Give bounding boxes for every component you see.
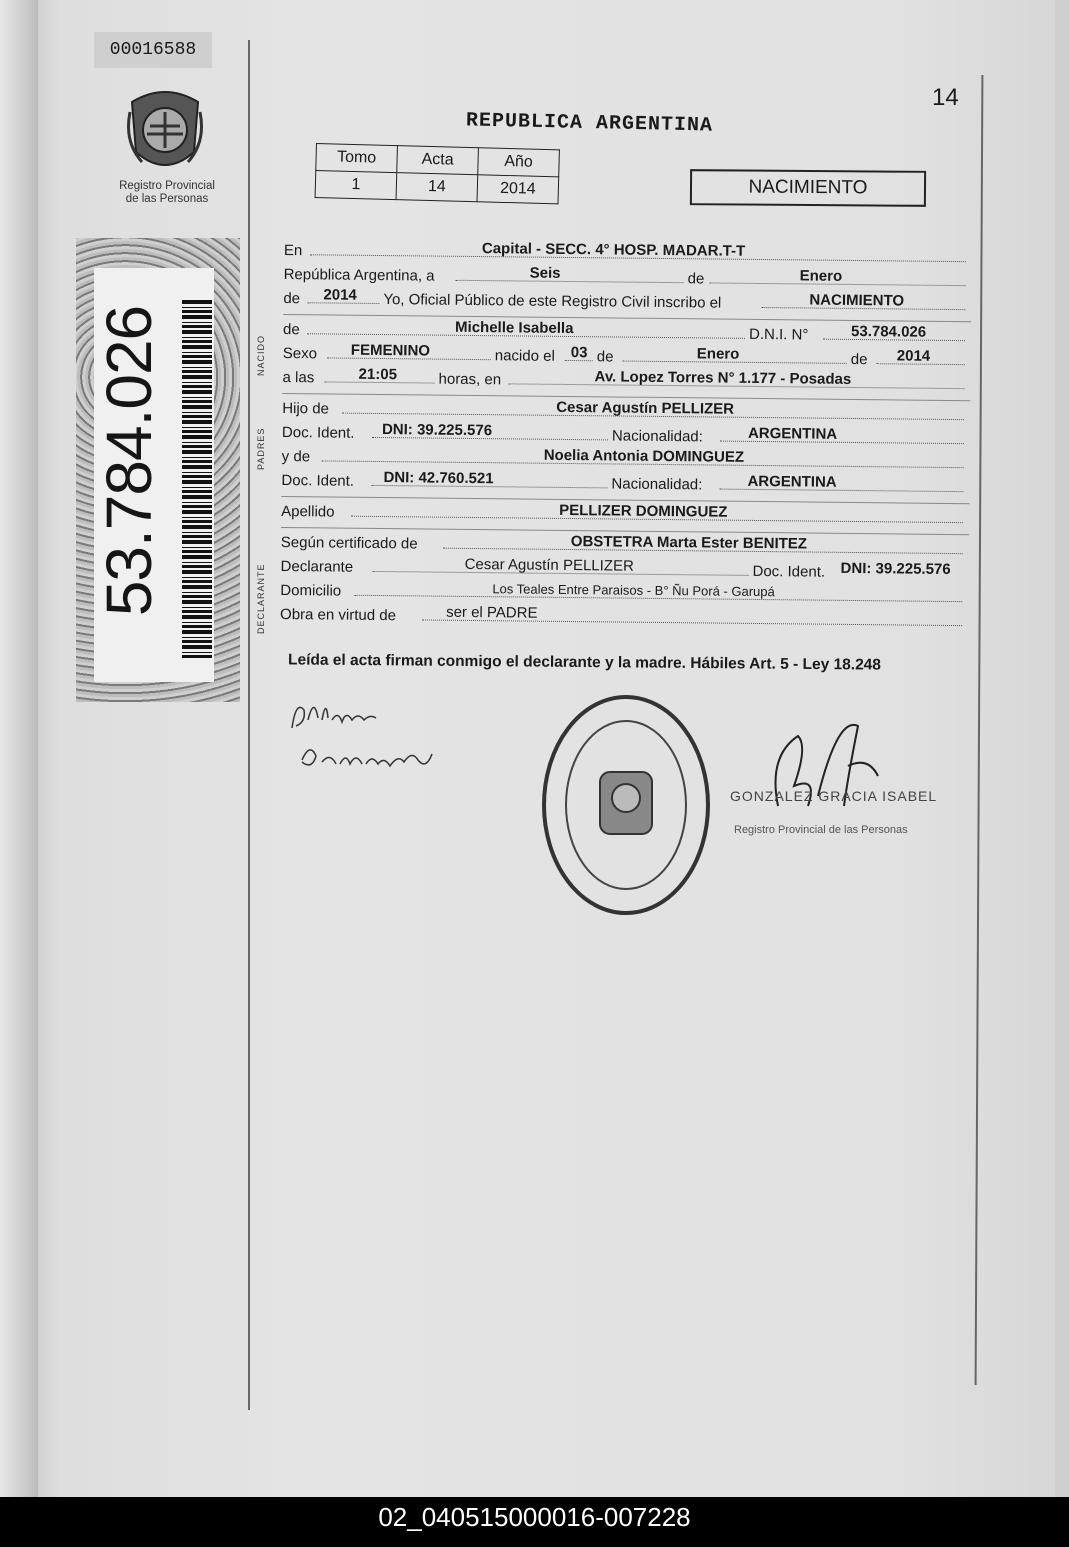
value-certificate: OBSTETRA Marta Ester BENITEZ bbox=[570, 533, 808, 553]
document-title: REPUBLICA ARGENTINA bbox=[465, 109, 714, 138]
label-de-5: de bbox=[850, 350, 868, 369]
control-number: 00016588 bbox=[94, 32, 212, 68]
scan-footer: 02_040515000016-007228 bbox=[0, 1497, 1069, 1547]
label-domicilio: Domicilio bbox=[280, 581, 342, 600]
label-apellido: Apellido bbox=[281, 502, 335, 521]
label-en: En bbox=[283, 241, 303, 260]
value-birth-month: Enero bbox=[696, 345, 740, 363]
label-oficial: Yo, Oficial Público de este Registro Civil inscribo el bbox=[383, 291, 722, 312]
label-dni: D.N.I. N° bbox=[748, 325, 809, 344]
value-year: 2014 bbox=[323, 286, 357, 304]
value-capacity: ser el PADRE bbox=[446, 603, 538, 622]
province-emblem-icon bbox=[122, 82, 208, 178]
value-month: Enero bbox=[799, 267, 843, 285]
value-father: Cesar Agustín PELLIZER bbox=[556, 398, 735, 418]
official-signature-block bbox=[728, 716, 948, 856]
label-nacionalidad: Nacionalidad: bbox=[611, 427, 703, 446]
signature-left bbox=[286, 690, 446, 780]
value-declarant-doc: DNI: 39.225.576 bbox=[840, 559, 951, 578]
margin-line-left bbox=[248, 40, 250, 1410]
label-de-2: de bbox=[283, 289, 301, 308]
record-body bbox=[280, 240, 972, 635]
official-department: Registro Provincial de las Personas bbox=[734, 824, 908, 836]
page-number: 14 bbox=[932, 84, 959, 111]
right-page-edge bbox=[1055, 0, 1069, 1497]
value-declarant: Cesar Agustín PELLIZER bbox=[464, 555, 634, 575]
label-de-4: de bbox=[596, 348, 614, 366]
value-mother-nationality: ARGENTINA bbox=[747, 472, 837, 491]
label-nacionalidad-2: Nacionalidad: bbox=[611, 475, 703, 494]
side-label-declarante: DECLARANTE bbox=[256, 563, 266, 634]
value-dni: 53.784.026 bbox=[850, 322, 927, 341]
label-doc: Doc. Ident. bbox=[281, 423, 355, 442]
left-page-edge bbox=[0, 0, 38, 1497]
value-sex: FEMENINO bbox=[350, 341, 431, 360]
margin-line-right bbox=[975, 75, 983, 1385]
sticker-number: 53.784.026 bbox=[93, 305, 165, 617]
value-address: Los Teales Entre Paraisos - B° Ñu Porá - Garupá bbox=[492, 581, 775, 600]
official-name: GONZALEZ GRACIA ISABEL bbox=[730, 788, 938, 804]
label-sexo: Sexo bbox=[282, 344, 318, 363]
label-declarante: Declarante bbox=[280, 557, 354, 576]
label-a-las: a las bbox=[282, 368, 315, 387]
value-anio: 2014 bbox=[477, 175, 559, 204]
value-father-nationality: ARGENTINA bbox=[747, 424, 838, 443]
label-nacido: nacido el bbox=[494, 347, 555, 365]
value-birth-place: Av. Lopez Torres N° 1.177 - Posadas bbox=[594, 368, 852, 388]
value-father-doc: DNI: 39.225.576 bbox=[381, 421, 493, 440]
header-acta: Acta bbox=[397, 146, 479, 175]
agency-line-2: de las Personas bbox=[125, 193, 209, 205]
label-doc-2: Doc. Ident. bbox=[281, 471, 355, 490]
label-hijo: Hijo de bbox=[282, 399, 330, 418]
label-de: de bbox=[687, 270, 705, 288]
act-type-box: NACIMIENTO bbox=[690, 169, 926, 207]
label-certificado: Según certificado de bbox=[280, 533, 418, 553]
closing-statement: Leída el acta firman conmigo el declarante y la madre. Hábiles Art. 5 - Ley 18.248 bbox=[287, 651, 882, 674]
label-de-3: de bbox=[282, 320, 300, 339]
value-hour: 21:05 bbox=[358, 365, 398, 384]
value-place: Capital - SECC. 4° HOSP. MADAR.T-T bbox=[481, 240, 746, 260]
side-label-nacido: NACIDO bbox=[256, 334, 266, 376]
agency-label bbox=[96, 180, 238, 206]
value-act-type: NACIMIENTO bbox=[809, 291, 905, 310]
label-doc-3: Doc. Ident. bbox=[752, 562, 826, 581]
label-obra: Obra en virtud de bbox=[279, 605, 397, 625]
value-birth-day: 03 bbox=[570, 344, 588, 362]
barcode bbox=[182, 298, 212, 658]
side-label-padres: PADRES bbox=[256, 427, 266, 470]
value-mother: Noelia Antonia DOMINGUEZ bbox=[543, 446, 745, 466]
label-horas: horas, en bbox=[438, 370, 502, 389]
agency-line-1: Registro Provincial bbox=[119, 180, 215, 192]
value-birth-year: 2014 bbox=[896, 347, 931, 365]
value-name: Michelle Isabella bbox=[455, 318, 574, 338]
value-acta: 14 bbox=[396, 173, 478, 202]
registry-table bbox=[315, 143, 560, 204]
id-sticker bbox=[76, 238, 240, 702]
label-republica: República Argentina, a bbox=[283, 265, 435, 285]
value-mother-doc: DNI: 42.760.521 bbox=[383, 469, 494, 488]
official-stamp bbox=[536, 690, 716, 920]
label-y-de: y de bbox=[281, 447, 311, 466]
value-day-words: Seis bbox=[529, 264, 561, 282]
header-tomo: Tomo bbox=[316, 144, 398, 173]
header-anio: Año bbox=[478, 148, 560, 177]
value-surname: PELLIZER DOMINGUEZ bbox=[559, 501, 728, 521]
value-tomo: 1 bbox=[315, 171, 397, 200]
